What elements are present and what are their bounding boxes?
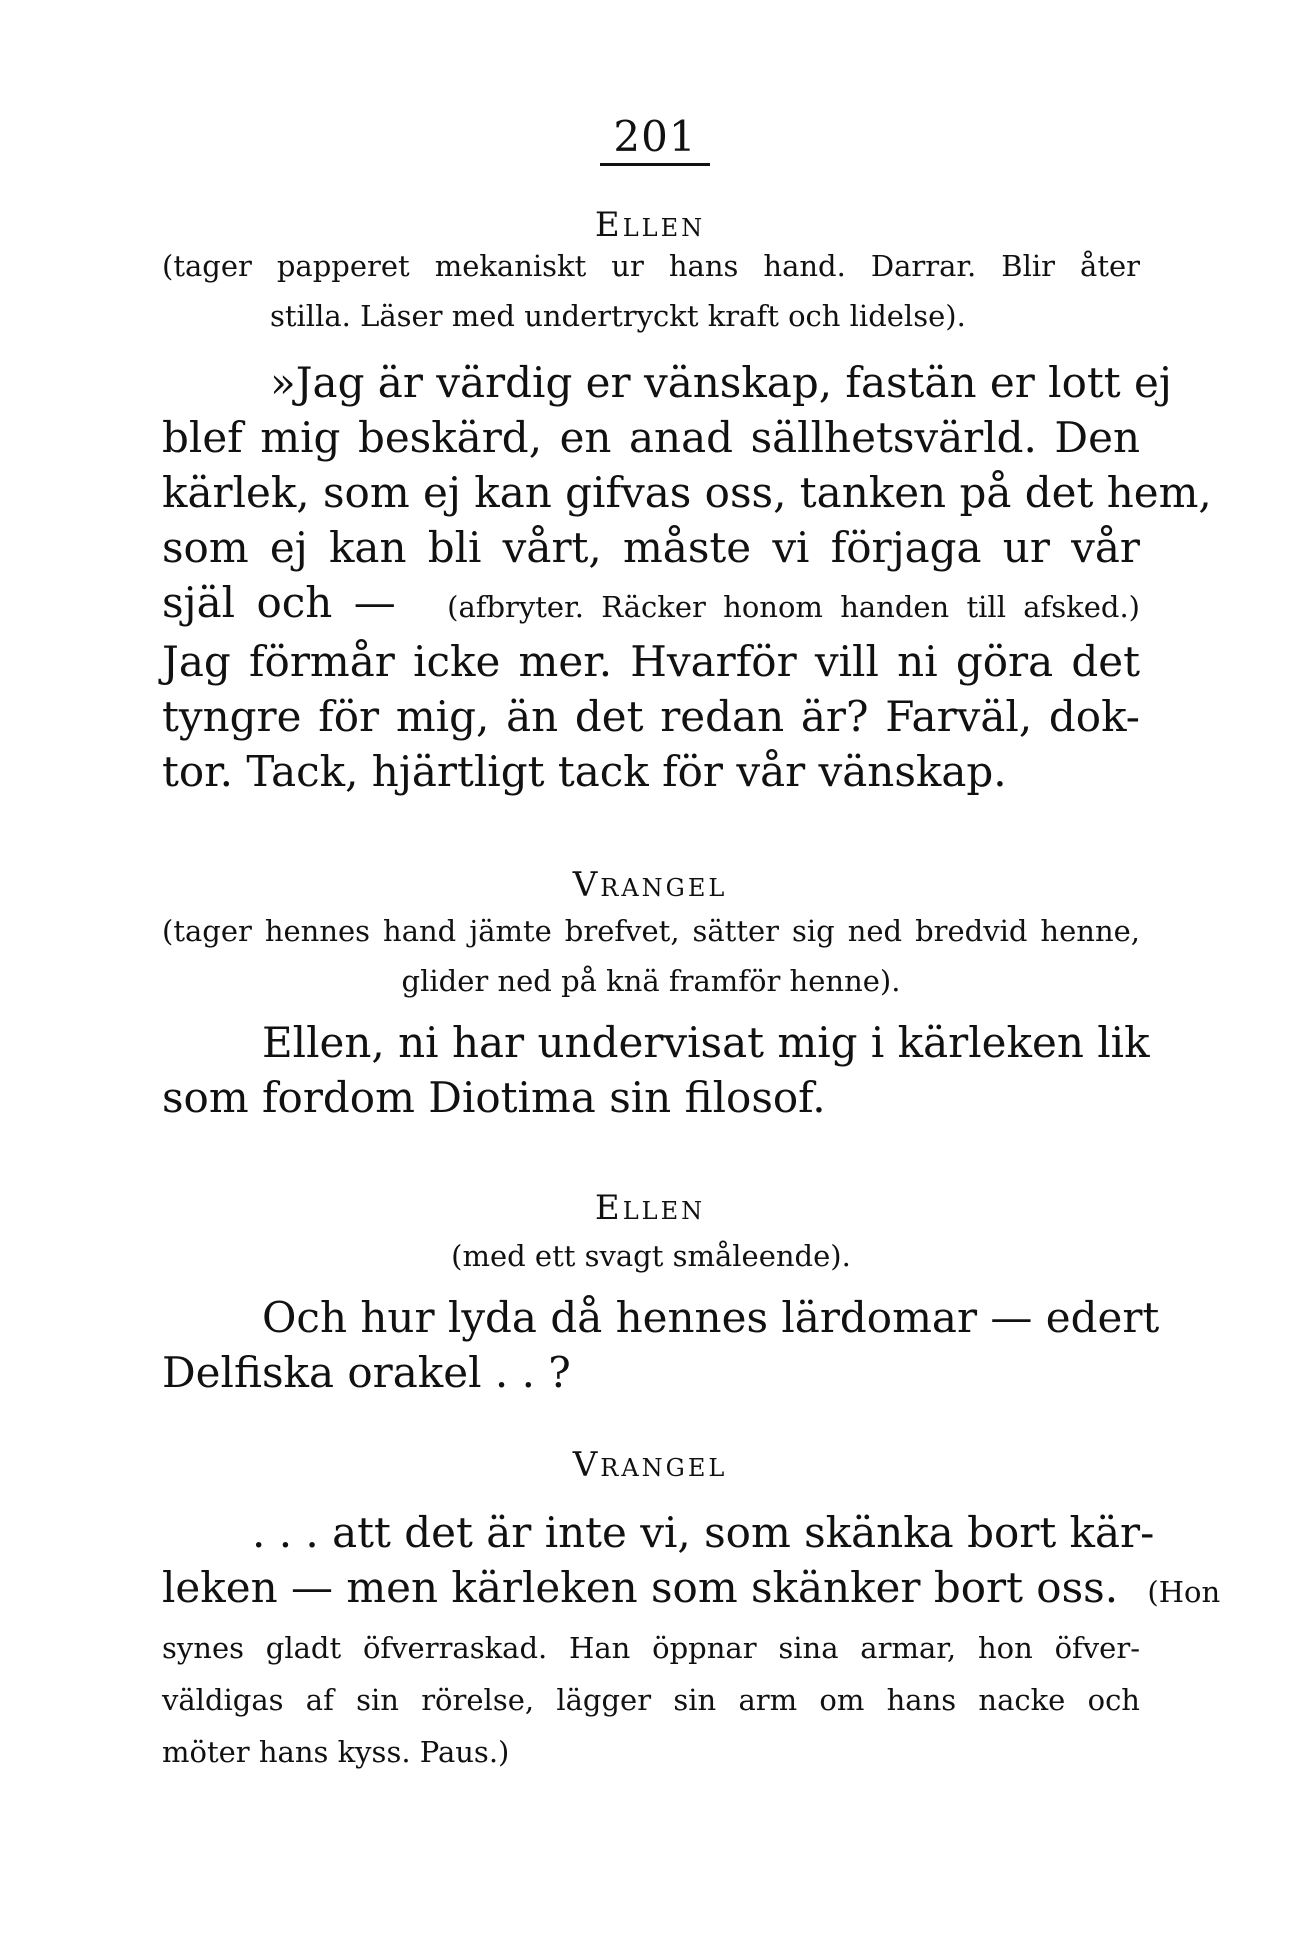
page-number: 201 bbox=[613, 112, 697, 161]
speech-line: som ej kan bli vårt, måste vi förjaga ur vår bbox=[162, 523, 1140, 572]
speaker-name: Vrangel bbox=[572, 865, 728, 905]
mixed-line bbox=[162, 575, 1140, 635]
speech-line: Och hur lyda då hennes lärdomar — edert bbox=[262, 1293, 1160, 1342]
speech-line: . . . att det är inte vi, som skänka bort kär- bbox=[252, 1508, 1155, 1557]
speech-line: blef mig beskärd, en anad sällhetsvärld. Den bbox=[162, 413, 1140, 462]
speech-line: »Jag är värdig er vänskap, fastän er lott ej bbox=[270, 358, 1172, 407]
stage-line: stilla. Läser med undertryckt kraft och lidelse). bbox=[270, 299, 966, 333]
mixed-line bbox=[162, 1560, 1221, 1620]
stage-direction bbox=[270, 290, 1030, 342]
speech-line: kärlek, som ej kan gifvas oss, tanken på det hem, bbox=[162, 468, 1212, 517]
speaker-name: Ellen bbox=[594, 1188, 706, 1228]
speech-line: som fordom Diotima sin filosof. bbox=[162, 1073, 826, 1122]
speech-line: tor. Tack, hjärtligt tack för vår vänskap. bbox=[162, 747, 1007, 796]
speech-fragment: leken — men kärleken som skänker bort oss. bbox=[162, 1563, 1119, 1612]
speech bbox=[162, 634, 1140, 799]
speech bbox=[162, 1505, 1221, 1620]
speaker-name: Vrangel bbox=[572, 1445, 728, 1485]
stage-direction bbox=[162, 240, 1140, 292]
speech-line: Delfiska orakel . . ? bbox=[162, 1348, 571, 1397]
speaker-name: Ellen bbox=[594, 205, 706, 245]
stage-line: (tager papperet mekaniskt ur hans hand. Darrar. Blir åter bbox=[162, 249, 1140, 283]
speech bbox=[162, 355, 1212, 575]
stage-line: (med ett svagt småleende). bbox=[451, 1239, 851, 1273]
speech-line: Ellen, ni har undervisat mig i kärleken lik bbox=[262, 1018, 1150, 1067]
speech-line: Jag förmår icke mer. Hvarför vill ni göra det bbox=[162, 637, 1140, 686]
page-number-rule bbox=[600, 163, 710, 166]
speech-line: tyngre för mig, än det redan är? Farväl, dok- bbox=[162, 692, 1140, 741]
stage-line: möter hans kyss. Paus.) bbox=[162, 1735, 510, 1769]
stage-line: (tager hennes hand jämte brefvet, sätter sig ned bredvid henne, bbox=[162, 914, 1140, 948]
speech-fragment: själ och — bbox=[162, 578, 396, 627]
stage-direction bbox=[162, 955, 1140, 1007]
speech bbox=[162, 1015, 1150, 1125]
stage-direction bbox=[162, 905, 1140, 957]
stage-line: glider ned på knä framför henne). bbox=[401, 964, 901, 998]
stage-fragment: (Hon bbox=[1147, 1575, 1221, 1609]
stage-fragment: (afbryter. Räcker honom handen till afsked.) bbox=[447, 590, 1140, 624]
stage-line: väldigas af sin rörelse, lägger sin arm om hans nacke och bbox=[162, 1683, 1140, 1717]
stage-direction bbox=[162, 1622, 1140, 1778]
speech bbox=[162, 1290, 1160, 1400]
stage-line: synes gladt öfverraskad. Han öppnar sina armar, hon öfver- bbox=[162, 1631, 1140, 1665]
stage-direction bbox=[162, 1230, 1140, 1282]
speech-with-stage-direction bbox=[162, 575, 1140, 635]
